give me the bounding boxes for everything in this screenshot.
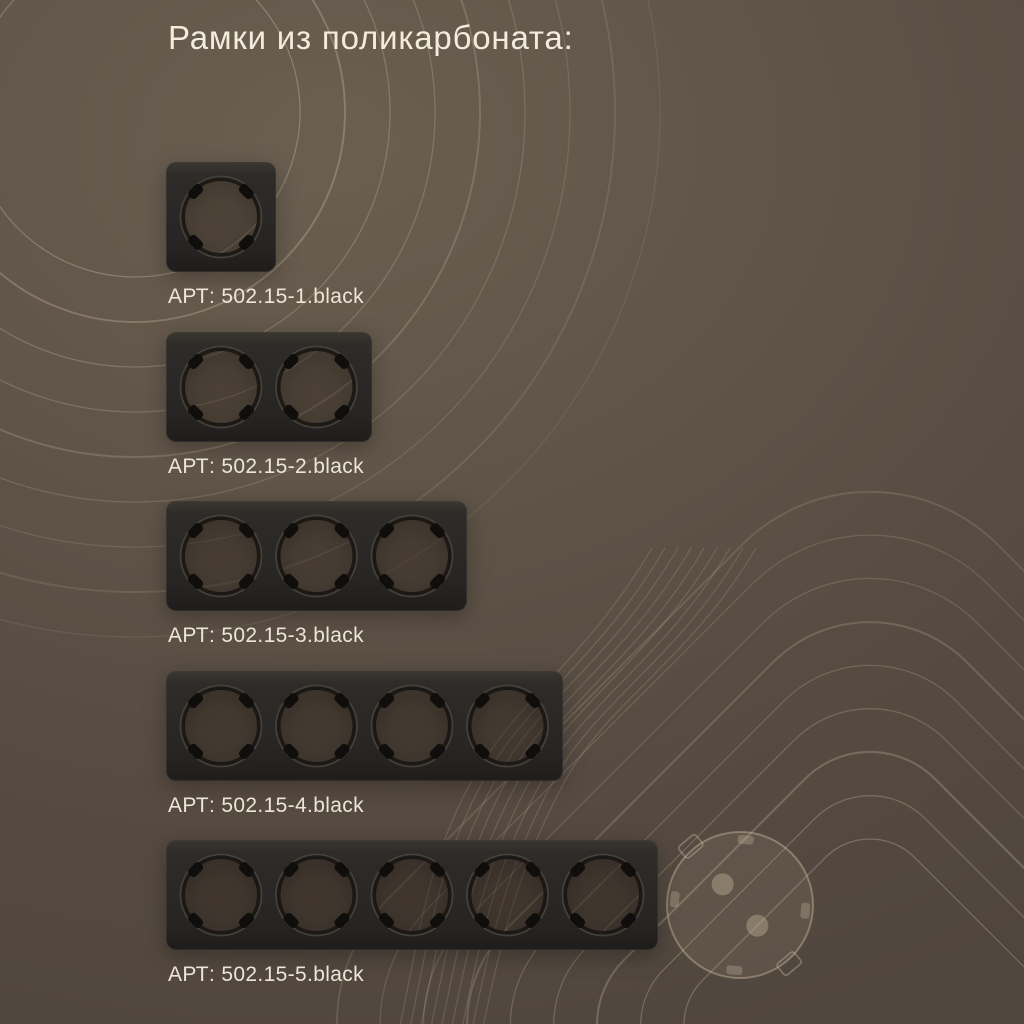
product-frame-image xyxy=(166,162,276,272)
product-frame-image xyxy=(166,671,563,781)
product-item-2-gang xyxy=(166,332,866,484)
product-article-label: АРТ: 502.15-1.black xyxy=(168,285,364,308)
product-item-4-gang xyxy=(166,671,866,823)
product-article-label: АРТ: 502.15-3.black xyxy=(168,624,364,647)
product-frame-image xyxy=(166,332,372,442)
product-frame-image xyxy=(166,501,467,611)
product-item-5-gang xyxy=(166,840,866,992)
product-item-1-gang xyxy=(166,162,866,314)
product-article-label: АРТ: 502.15-2.black xyxy=(168,455,364,478)
product-article-label: АРТ: 502.15-5.black xyxy=(168,963,364,986)
product-item-3-gang xyxy=(166,501,866,653)
page-title: Рамки из поликарбоната: xyxy=(168,19,574,56)
product-article-label: АРТ: 502.15-4.black xyxy=(168,794,364,817)
product-frame-image xyxy=(166,840,658,950)
